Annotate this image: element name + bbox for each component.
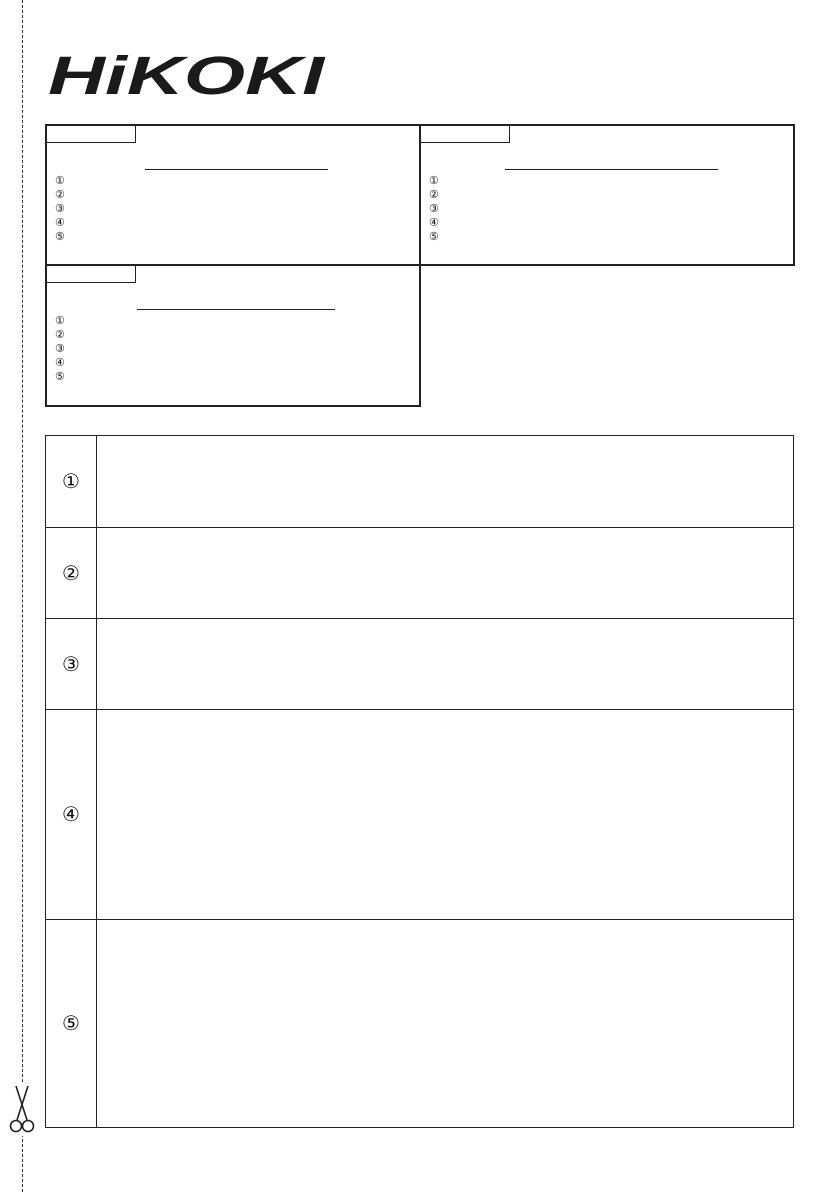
step-row-5 (46, 919, 793, 1127)
card-list (429, 174, 441, 244)
card-title-underline (505, 169, 718, 170)
step-number: ② (46, 528, 97, 618)
step-row-4 (46, 709, 793, 919)
step-number: ④ (46, 710, 97, 919)
step-row-1 (46, 436, 793, 527)
card-list-item: ③ (55, 343, 65, 355)
step-row-2 (46, 527, 793, 618)
card-tab (46, 265, 136, 283)
step-body (97, 920, 793, 1127)
step-number: ① (46, 436, 97, 527)
card-list-item: ② (429, 189, 439, 201)
scissors-icon (8, 1084, 36, 1136)
step-body (97, 619, 793, 709)
info-card-2 (419, 124, 795, 266)
step-number: ⑤ (46, 920, 97, 1127)
card-list-item: ④ (55, 357, 65, 369)
card-list (55, 174, 67, 244)
cut-line (22, 0, 23, 1192)
card-list-item: ③ (429, 203, 439, 215)
card-tab (46, 125, 136, 143)
info-card-3 (45, 264, 421, 407)
card-tab (420, 125, 510, 143)
card-title-underline (137, 309, 335, 310)
card-list-item: ⑤ (55, 371, 65, 383)
info-card-1 (45, 124, 421, 266)
card-list-item: ② (55, 329, 65, 341)
step-number: ③ (46, 619, 97, 709)
card-list (55, 314, 67, 384)
card-list-item: ① (429, 175, 439, 187)
step-body (97, 528, 793, 618)
card-list-item: ③ (55, 203, 65, 215)
card-list-item: ⑤ (429, 231, 439, 243)
card-list-item: ④ (429, 217, 439, 229)
card-list-item: ⑤ (55, 231, 65, 243)
card-list-item: ① (55, 315, 65, 327)
hikoki-logo (48, 50, 328, 98)
svg-text:HiKOKI: HiKOKI (48, 50, 326, 98)
step-body (97, 710, 793, 919)
card-list-item: ① (55, 175, 65, 187)
step-body (97, 436, 793, 527)
card-list-item: ② (55, 189, 65, 201)
steps-table (45, 435, 794, 1128)
card-list-item: ④ (55, 217, 65, 229)
step-row-3 (46, 618, 793, 709)
card-title-underline (145, 169, 328, 170)
